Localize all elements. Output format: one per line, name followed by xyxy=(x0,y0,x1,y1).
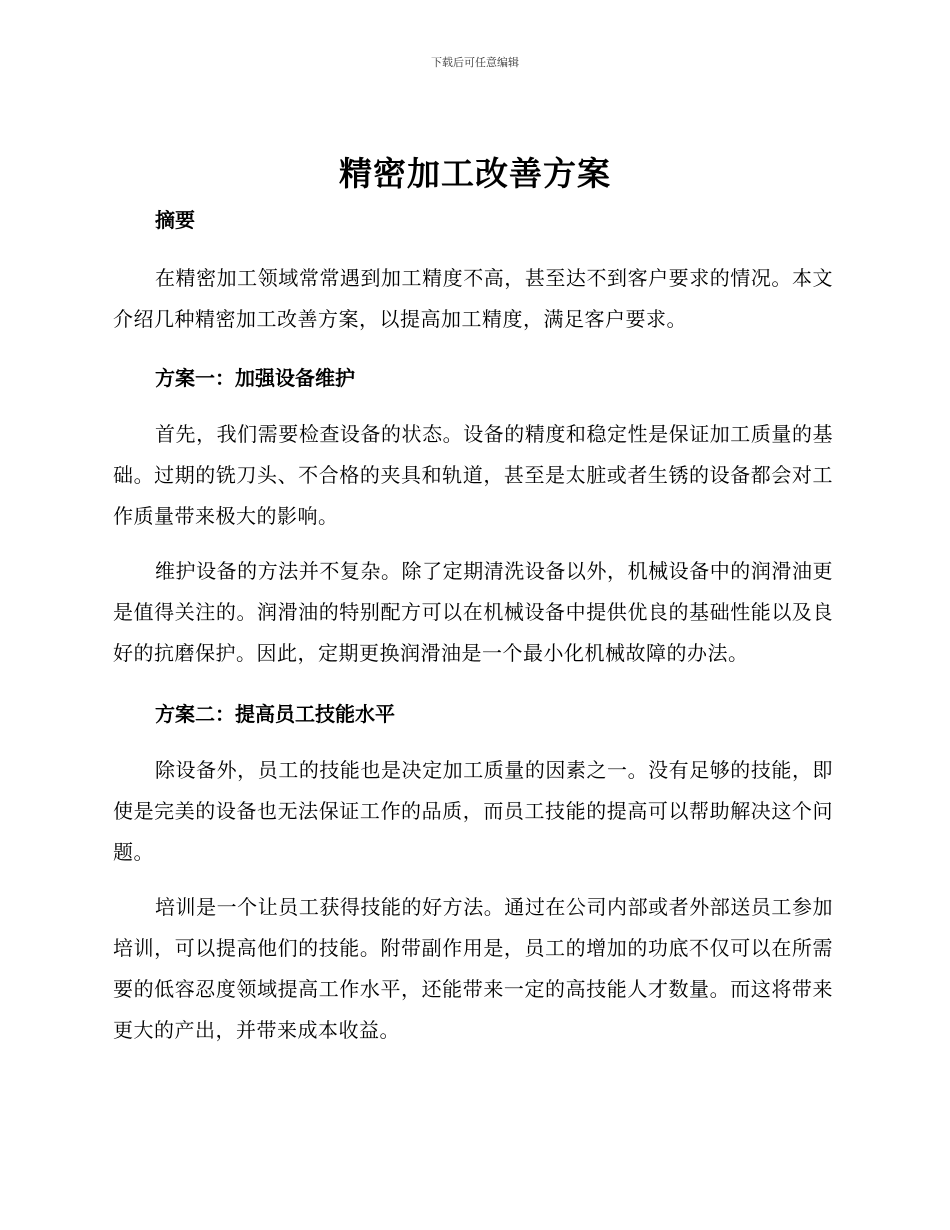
plan1-heading: 方案一：加强设备维护 xyxy=(155,366,355,390)
document-title: 精密加工改善方案 xyxy=(339,154,611,193)
plan1-paragraph-1: 首先，我们需要检查设备的状态。设备的精度和稳定性是保证加工质量的基础。过期的铣刀头、不合格的夹具和轨道，甚至是太脏或者生锈的设备都会对工作质量带来极大的影响。 xyxy=(113,422,833,528)
abstract-heading: 摘要 xyxy=(155,208,195,232)
plan2-paragraph-2: 培训是一个让员工获得技能的好方法。通过在公司内部或者外部送员工参加培训，可以提高他们的技能。附带副作用是，员工的增加的功底不仅可以在所需要的低容忍度领域提高工作水平，还能带来一定的高技能人才数量。而这将带来更大的产出，并带来成本收益。 xyxy=(113,895,833,1042)
abstract-paragraph: 在精密加工领域常常遇到加工精度不高，甚至达不到客户要求的情况。本文介绍几种精密加工改善方案，以提高加工精度，满足客户要求。 xyxy=(113,266,833,331)
plan1-paragraph-2: 维护设备的方法并不复杂。除了定期清洗设备以外，机械设备中的润滑油更是值得关注的。润滑油的特别配方可以在机械设备中提供优良的基础性能以及良好的抗磨保护。因此，定期更换润滑油是一个最小化机械故障的办法。 xyxy=(113,559,833,665)
plan2-heading: 方案二：提高员工技能水平 xyxy=(155,702,395,726)
plan2-paragraph-1: 除设备外，员工的技能也是决定加工质量的因素之一。没有足够的技能，即使是完美的设备也无法保证工作的品质，而员工技能的提高可以帮助解决这个问题。 xyxy=(113,758,833,864)
document-body xyxy=(113,204,833,1051)
page-header-note: 下载后可任意编辑 xyxy=(431,56,519,69)
